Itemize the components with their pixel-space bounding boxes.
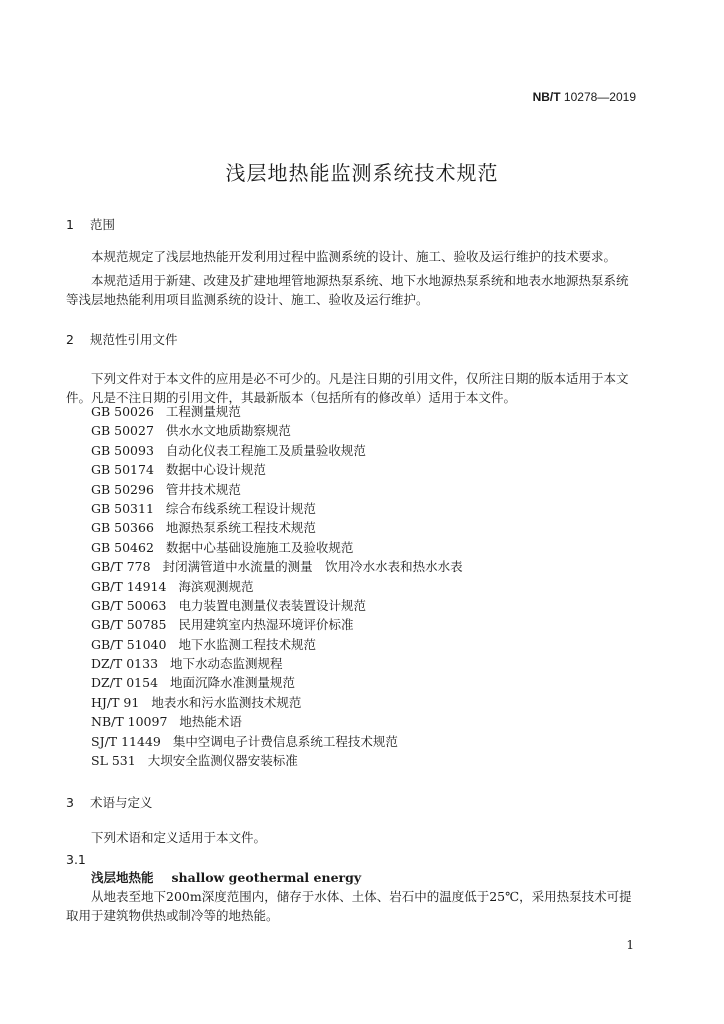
reference-code: DZ/T 0154: [91, 675, 159, 691]
reference-item: [91, 732, 651, 751]
reference-code: DZ/T 0133: [91, 656, 159, 672]
reference-name: 地热能术语: [179, 714, 242, 730]
reference-code: GB/T 50063: [91, 597, 167, 613]
reference-name: 集中空调电子计费信息系统工程技术规范: [172, 733, 398, 749]
reference-name: 地表水和污水监测技术规范: [151, 694, 302, 710]
standard-code: [533, 90, 636, 104]
reference-name: 管井技术规范: [165, 481, 241, 497]
reference-item: [91, 441, 651, 460]
reference-name: 数据中心基础设施施工及验收规范: [165, 539, 354, 555]
reference-item: [91, 751, 651, 770]
reference-code: HJ/T 91: [91, 694, 140, 710]
section-3-heading: [66, 793, 153, 811]
reference-item: [91, 654, 651, 673]
reference-name: 地下水动态监测规程: [170, 656, 283, 672]
reference-item: [91, 615, 651, 634]
reference-code: GB 50093: [91, 442, 154, 458]
reference-code: GB/T 51040: [91, 636, 167, 652]
reference-item: [91, 480, 651, 499]
standard-number: 10278—2019: [563, 90, 636, 104]
reference-code: GB 50027: [91, 423, 154, 439]
references-intro: 下列文件对于本文件的应用是必不可少的。凡是注日期的引用文件，仅所注日期的版本适用于本文件。凡是不注日期的引用文件，其最新版本（包括所有的修改单）适用于本文件。: [66, 371, 629, 405]
reference-code: GB 50296: [91, 481, 154, 497]
section-title: 范围: [89, 217, 115, 232]
reference-item: [91, 712, 651, 731]
reference-code: GB/T 14914: [91, 578, 167, 594]
reference-name: 大坝安全监测仪器安装标准: [147, 753, 298, 769]
reference-item: [91, 673, 651, 692]
section-number: 3: [66, 795, 74, 810]
reference-code: NB/T 10097: [91, 714, 168, 730]
standard-prefix: NB/T: [532, 90, 561, 104]
reference-name: 自动化仪表工程施工及质量验收规范: [165, 442, 366, 458]
terms-intro: 下列术语和定义适用于本文件。: [91, 830, 267, 845]
reference-item: [91, 596, 651, 615]
term-heading: [91, 868, 361, 886]
term-number: 3.1: [66, 852, 86, 867]
scope-paragraph-2: 本规范适用于新建、改建及扩建地埋管地源热泵系统、地下水地源热泵系统和地表水地源热泵系统等浅层地热能利用项目监测系统的设计、施工、验收及运行维护。: [66, 273, 629, 307]
section-2-heading: [66, 330, 178, 348]
reference-item: [91, 421, 651, 440]
reference-name: 地面沉降水准测量规范: [170, 675, 296, 691]
reference-item: [91, 460, 651, 479]
section-1-heading: [66, 215, 115, 233]
term-english: shallow geothermal energy: [171, 870, 362, 885]
reference-code: SJ/T 11449: [91, 733, 161, 749]
reference-item: [91, 499, 651, 518]
scope-paragraph-1: 本规范规定了浅层地热能开发利用过程中监测系统的设计、施工、验收及运行维护的技术要求。: [91, 249, 617, 264]
reference-item: [91, 538, 651, 557]
reference-name: 电力装置电测量仪表装置设计规范: [178, 597, 366, 613]
page-number: 1: [626, 938, 634, 952]
section-number: 2: [66, 332, 74, 347]
reference-name: 供水水文地质勘察规范: [165, 423, 291, 439]
reference-name: 工程测量规范: [165, 404, 241, 419]
reference-item: [91, 557, 651, 576]
reference-item: [91, 402, 651, 421]
reference-name: 海滨观测规范: [178, 578, 254, 594]
reference-code: GB/T 778: [91, 559, 151, 575]
reference-name: 封闭满管道中水流量的测量 饮用冷水水表和热水水表: [162, 559, 463, 575]
reference-name: 数据中心设计规范: [165, 462, 266, 478]
reference-name: 地源热泵系统工程技术规范: [165, 520, 316, 536]
reference-name: 地下水监测工程技术规范: [178, 636, 316, 652]
reference-code: GB 50174: [91, 462, 154, 478]
reference-name: 综合布线系统工程设计规范: [165, 500, 316, 516]
term-chinese: 浅层地热能: [91, 870, 154, 885]
reference-item: [91, 635, 651, 654]
section-title: 术语与定义: [89, 795, 153, 810]
reference-code: GB 50311: [91, 500, 154, 516]
reference-code: GB 50462: [91, 539, 154, 555]
section-title: 规范性引用文件: [89, 332, 178, 347]
reference-code: SL 531: [91, 753, 136, 769]
document-title: 浅层地热能监测系统技术规范: [225, 161, 499, 185]
reference-code: GB/T 50785: [91, 617, 167, 633]
reference-code: GB 50026: [91, 404, 154, 419]
reference-item: [91, 518, 651, 537]
reference-list: [91, 402, 651, 770]
reference-code: GB 50366: [91, 520, 154, 536]
section-number: 1: [66, 217, 74, 232]
reference-name: 民用建筑室内热湿环境评价标准: [178, 617, 354, 633]
reference-item: [91, 693, 651, 712]
term-definition: 从地表至地下200m深度范围内，储存于水体、土体、岩石中的温度低于25℃，采用热泵技术可提取用于建筑物供热或制冷等的地热能。: [66, 889, 632, 923]
reference-item: [91, 577, 651, 596]
